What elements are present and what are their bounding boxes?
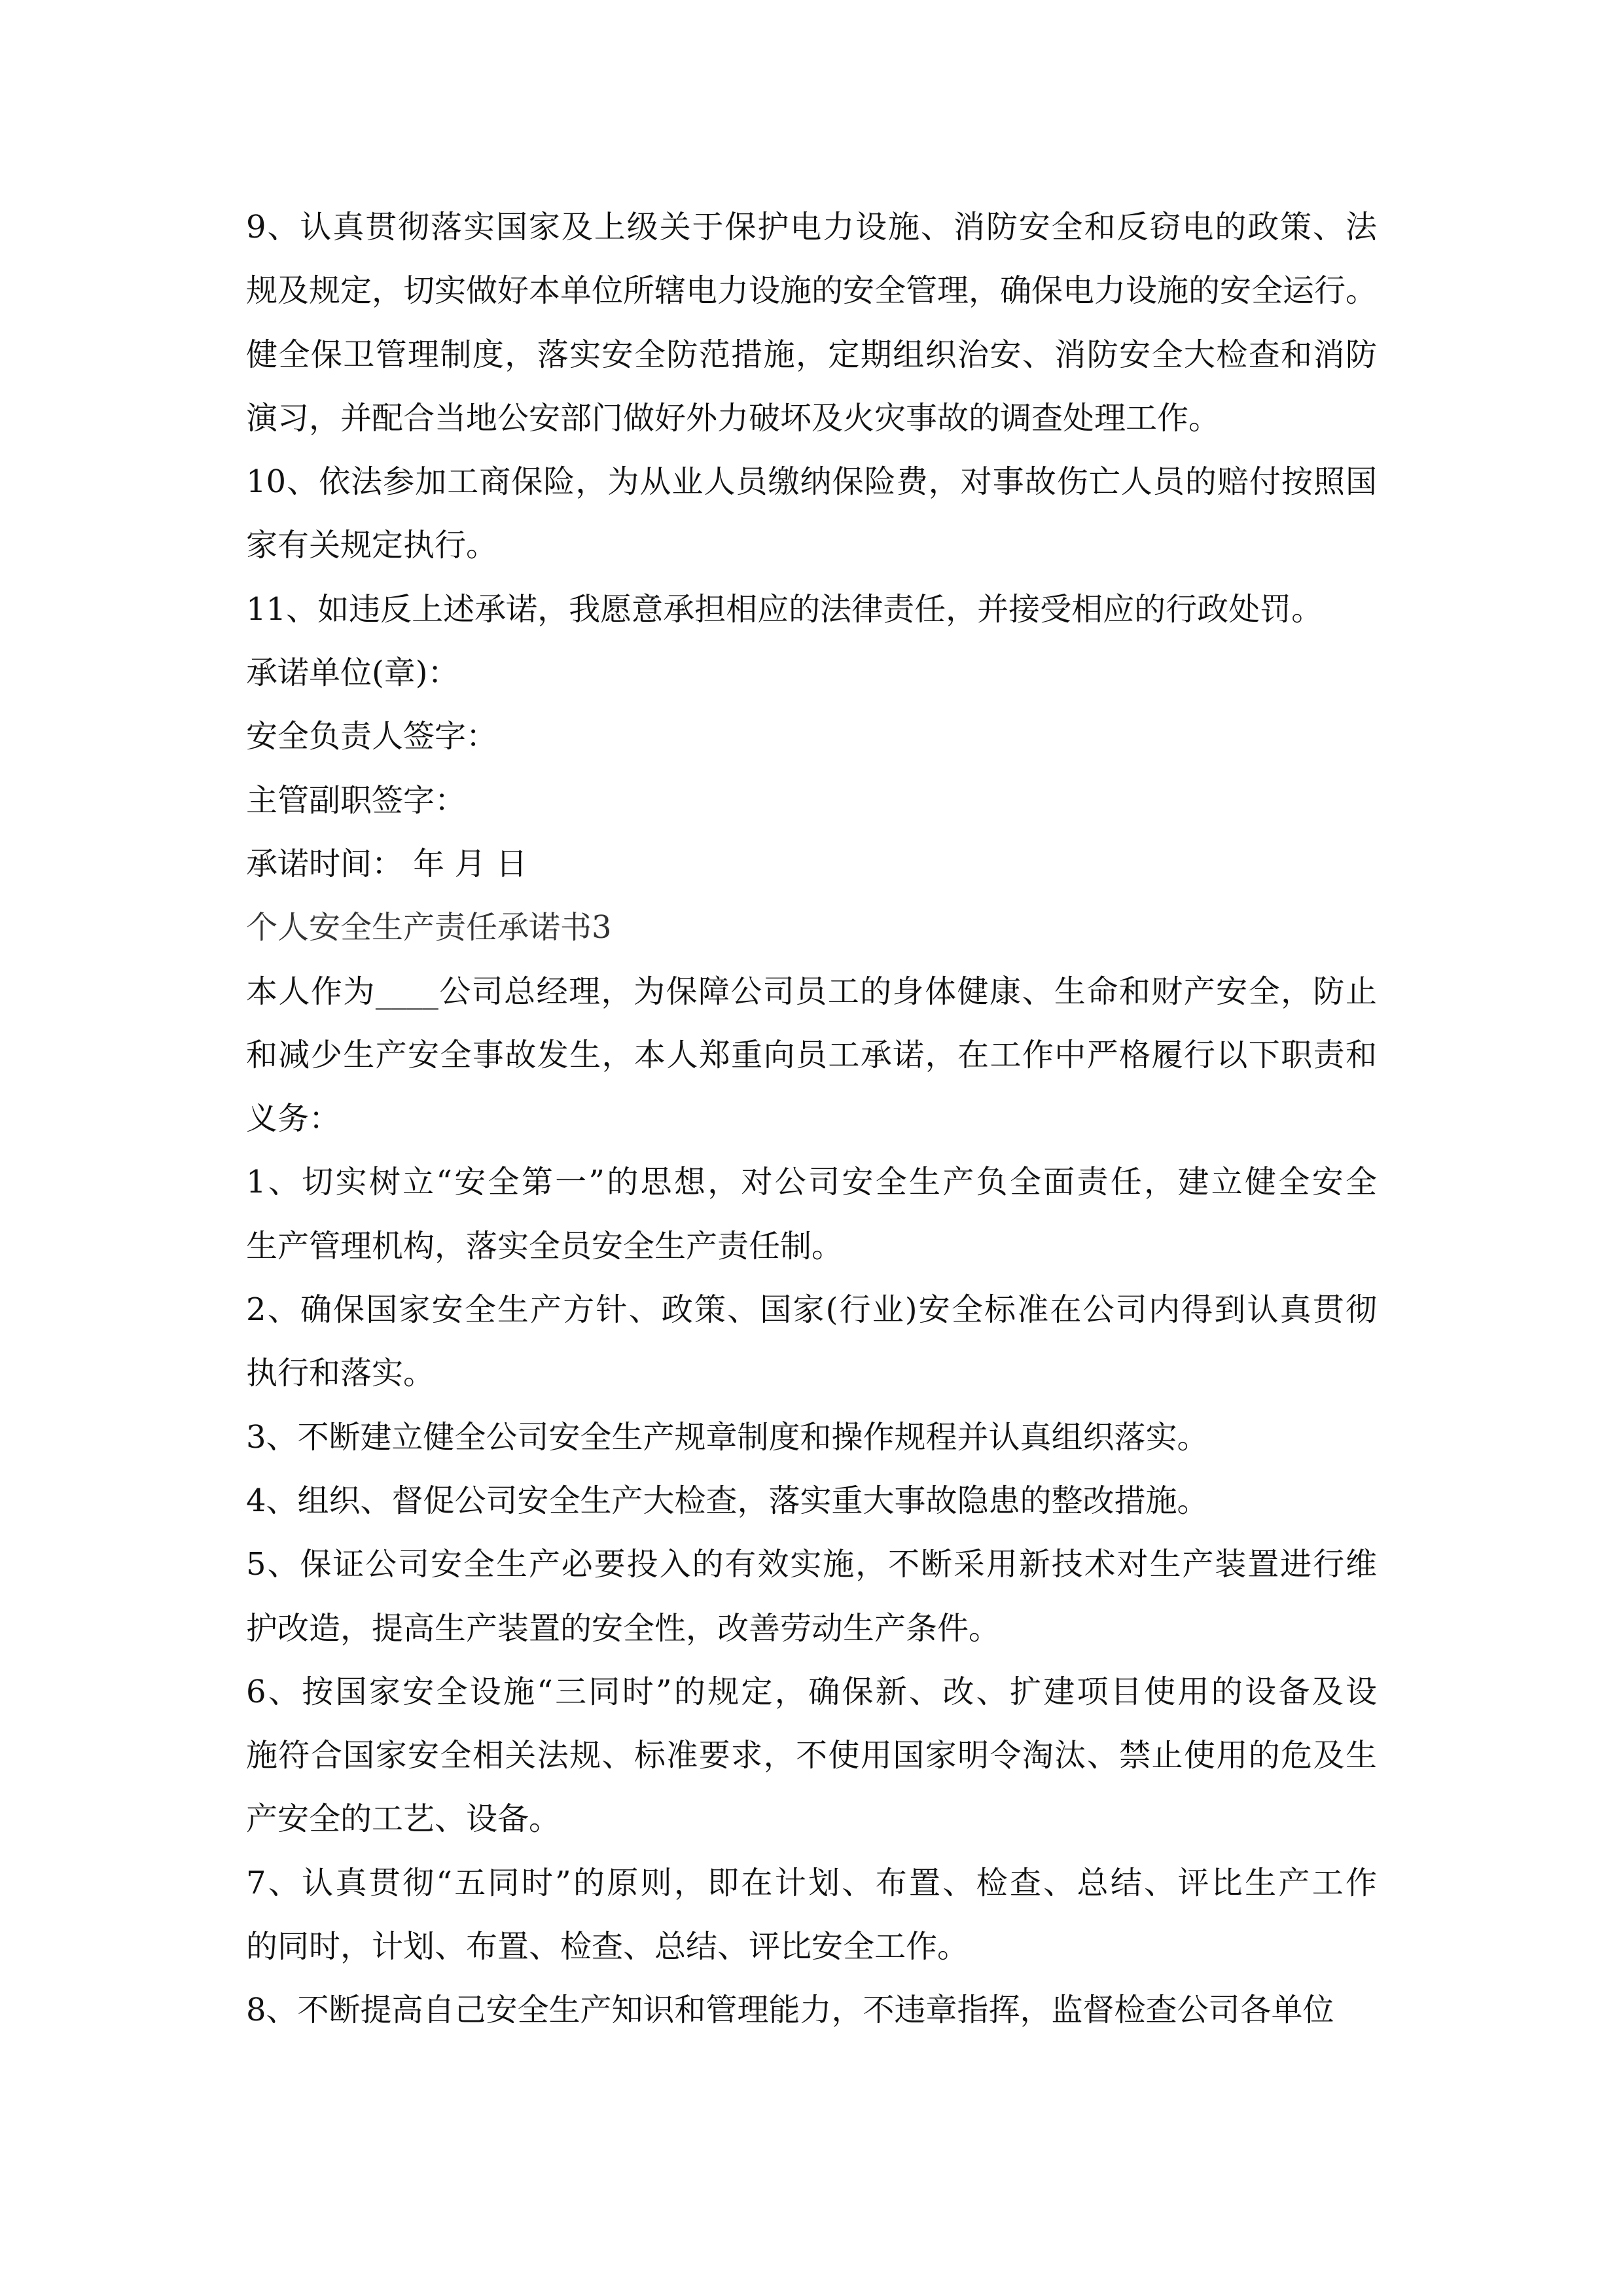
paragraph xyxy=(246,578,1377,641)
text-line: 产安全的工艺、设备。 xyxy=(246,1801,561,1838)
text-line: 家有关规定执行。 xyxy=(246,527,498,564)
text-line: 2、确保国家安全生产方针、政策、国家(行业)安全标准在公司内得到认真贯彻 xyxy=(246,1291,1377,1329)
paragraph xyxy=(246,960,1377,1151)
text-line: 承诺时间： 年 月 日 xyxy=(246,845,527,882)
text-line: 10、依法参加工商保险，为从业人员缴纳保险费，对事故伤亡人员的赔付按照国 xyxy=(246,463,1377,501)
text-line: 9、认真贯彻落实国家及上级关于保护电力设施、消防安全和反窃电的政策、法 xyxy=(246,209,1377,245)
paragraph xyxy=(246,1469,1377,1533)
text-line: 演习，并配合当地公安部门做好外力破坏及火灾事故的调查处理工作。 xyxy=(246,399,1221,437)
text-line: 施符合国家安全相关法规、标准要求，不使用国家明令淘汰、禁止使用的危及生 xyxy=(246,1737,1377,1774)
signature-field xyxy=(246,769,1377,833)
paragraph xyxy=(246,450,1377,578)
signature-field xyxy=(246,641,1377,705)
text-line: 执行和落实。 xyxy=(246,1355,435,1392)
text-line: 个人安全生产责任承诺书3 xyxy=(246,909,612,946)
text-line: 规及规定，切实做好本单位所辖电力设施的安全管理，确保电力设施的安全运行。 xyxy=(246,272,1378,310)
paragraph xyxy=(246,1852,1377,1979)
text-line: 护改造，提高生产装置的安全性，改善劳动生产条件。 xyxy=(246,1609,1001,1647)
text-line: 安全负责人签字： xyxy=(246,718,498,755)
paragraph xyxy=(246,1406,1377,1469)
text-line: 生产管理机构，落实全员安全生产责任制。 xyxy=(246,1227,844,1265)
text-line: 义务： xyxy=(246,1100,341,1138)
text-line: 健全保卫管理制度，落实安全防范措施，定期组织治安、消防安全大检查和消防 xyxy=(246,336,1377,373)
signature-field xyxy=(246,705,1377,768)
paragraph xyxy=(246,1979,1377,2042)
text-line: 的同时，计划、布置、检查、总结、评比安全工作。 xyxy=(246,1928,969,1965)
text-line: 3、不断建立健全公司安全生产规章制度和操作规程并认真组织落实。 xyxy=(246,1418,1209,1456)
paragraph xyxy=(246,1278,1377,1406)
paragraph xyxy=(246,1533,1377,1660)
text-line: 本人作为____公司总经理，为保障公司员工的身体健康、生命和财产安全，防止 xyxy=(246,973,1377,1010)
section-title xyxy=(246,896,1377,960)
text-line: 5、保证公司安全生产必要投入的有效实施，不断采用新技术对生产装置进行维 xyxy=(246,1546,1377,1583)
text-line: 1、切实树立“安全第一”的思想，对公司安全生产负全面责任，建立健全安全 xyxy=(246,1164,1377,1201)
text-line: 主管副职签字： xyxy=(246,781,467,819)
signature-field xyxy=(246,833,1377,896)
document-body xyxy=(246,196,1377,2043)
text-line: 承诺单位(章)： xyxy=(246,655,459,692)
paragraph xyxy=(246,1660,1377,1852)
text-line: 7、认真贯彻“五同时”的原则，即在计划、布置、检查、总结、评比生产工作 xyxy=(246,1864,1377,1901)
text-line: 4、组织、督促公司安全生产大检查，落实重大事故隐患的整改措施。 xyxy=(246,1482,1209,1519)
text-line: 6、按国家安全设施“三同时”的规定，确保新、改、扩建项目使用的设备及设 xyxy=(246,1673,1377,1710)
paragraph xyxy=(246,196,1377,450)
paragraph xyxy=(246,1151,1377,1278)
text-line: 11、如违反上述承诺，我愿意承担相应的法律责任，并接受相应的行政处罚。 xyxy=(246,590,1323,628)
text-line: 8、不断提高自己安全生产知识和管理能力，不违章指挥，监督检查公司各单位 xyxy=(246,1992,1334,2029)
text-line: 和减少生产安全事故发生，本人郑重向员工承诺，在工作中严格履行以下职责和 xyxy=(246,1036,1377,1073)
